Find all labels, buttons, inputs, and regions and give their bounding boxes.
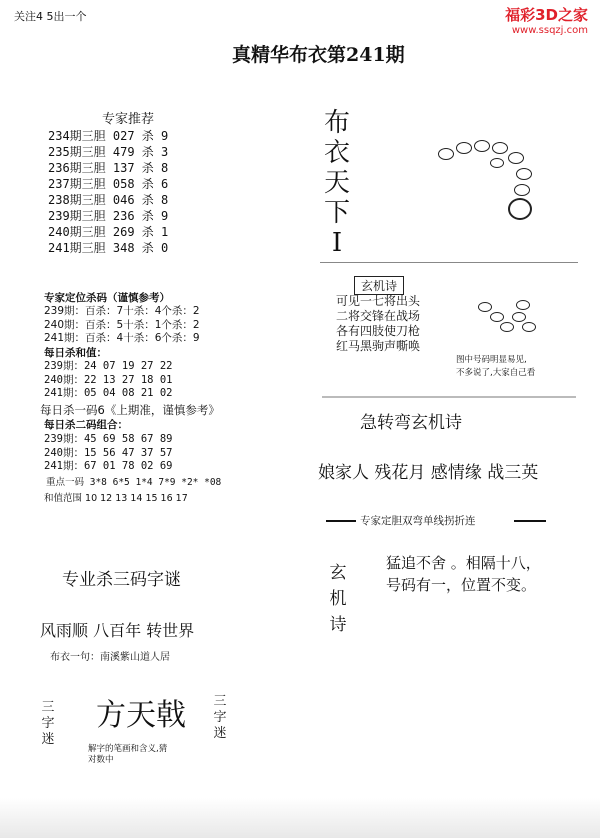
verse-line-2: 号码有一，位置不变。 <box>386 576 537 594</box>
list-item: 240期：15 56 47 37 57 <box>44 446 173 459</box>
image-note-2: 不多说了,大家自己看 <box>456 368 536 378</box>
poem-line: 可见一七将出头 <box>336 294 421 308</box>
daily-kill-one: 每日杀一码6《上期准，谨慎参考》 <box>40 403 220 417</box>
poem-line: 二将交锋在战场 <box>336 309 421 323</box>
list-item: 239期三胆 236 杀 9 <box>48 209 169 223</box>
daily-sum-title: 每日杀和值： <box>44 347 107 359</box>
position-kill-list <box>44 305 200 346</box>
riddle-line: 风雨顺 八百年 转世界 <box>40 621 195 640</box>
list-item: 240期三胆 269 杀 1 <box>48 225 169 239</box>
list-item: 236期三胆 137 杀 8 <box>48 161 169 175</box>
brand-url: www.ssqzj.com <box>511 25 588 36</box>
sum-range: 和值范围 10 12 13 14 15 16 17 <box>44 493 188 504</box>
riddle-left-label: 三字迷 <box>41 700 55 747</box>
list-item: 239期：45 69 58 67 89 <box>44 433 173 445</box>
expert-banner: 专家定胆双弯单线拐折连 <box>360 515 476 527</box>
vertical-title: 布衣天下I <box>323 108 350 258</box>
page-bottom-shade <box>0 798 600 838</box>
daily-kill-two-list <box>44 433 172 474</box>
top-left-note: 关注4 5出一个 <box>14 10 87 23</box>
list-item: 241期：67 01 78 02 69 <box>44 460 173 472</box>
list-item: 237期三胆 058 杀 6 <box>48 177 169 191</box>
expert-title: 专家推荐 <box>102 112 155 127</box>
poem-line: 红马黑驹声嘶唤 <box>336 339 421 353</box>
vertical-label: 玄机诗 <box>329 563 347 635</box>
list-item: 239期：24 07 19 27 22 <box>44 360 173 372</box>
list-item: 238期三胆 046 杀 8 <box>48 193 169 207</box>
daily-kill-two-title: 每日杀二码组合： <box>44 419 128 431</box>
list-item: 240期：百杀：5十杀：1个杀：2 <box>44 318 200 331</box>
verse-line-1: 猛追不舍 。相隔十八， <box>386 554 541 572</box>
list-item: 240期：22 13 27 18 01 <box>44 373 173 386</box>
riddle-center: 方天戟 <box>96 698 186 733</box>
poem <box>336 294 420 354</box>
brand-name: 福彩3D之家 <box>505 6 588 24</box>
poem-line: 各有四肢使刀枪 <box>336 324 421 338</box>
position-kill-title: 专家定位杀码（谨慎参考） <box>44 292 170 304</box>
list-item: 241期：05 04 08 21 02 <box>44 387 173 399</box>
riddle-note-2: 对数中 <box>88 755 114 765</box>
page-title: 真精华布衣第241期 <box>232 44 405 66</box>
expert-list <box>48 128 168 256</box>
list-item: 234期三胆 027 杀 9 <box>48 129 169 143</box>
list-item: 239期：百杀：7十杀：4个杀：2 <box>44 305 200 317</box>
list-item: 235期三胆 479 杀 3 <box>48 145 169 159</box>
daily-sum-list <box>44 360 172 401</box>
brand-logo[interactable] <box>505 4 588 36</box>
key-pairs: 重点一码 3*8 6*5 1*4 7*9 *2* *08 <box>46 477 222 488</box>
riddle-author: 布衣一句：南溪紫山道人居 <box>50 652 170 663</box>
riddle-note-1: 解字的笔画和含义,猜 <box>88 744 168 754</box>
urgent-title: 急转弯玄机诗 <box>360 413 462 433</box>
list-item: 241期三胆 348 杀 0 <box>48 241 169 255</box>
poem-title: 玄机诗 <box>354 276 404 295</box>
riddle-right-label: 三字迷 <box>213 694 227 741</box>
riddle-title: 专业杀三码字谜 <box>62 570 181 590</box>
phrases: 娘家人 残花月 感情缘 战三英 <box>318 463 539 483</box>
image-note-1: 图中号码明显易见, <box>456 355 527 365</box>
list-item: 241期：百杀：4十杀：6个杀：9 <box>44 332 200 344</box>
